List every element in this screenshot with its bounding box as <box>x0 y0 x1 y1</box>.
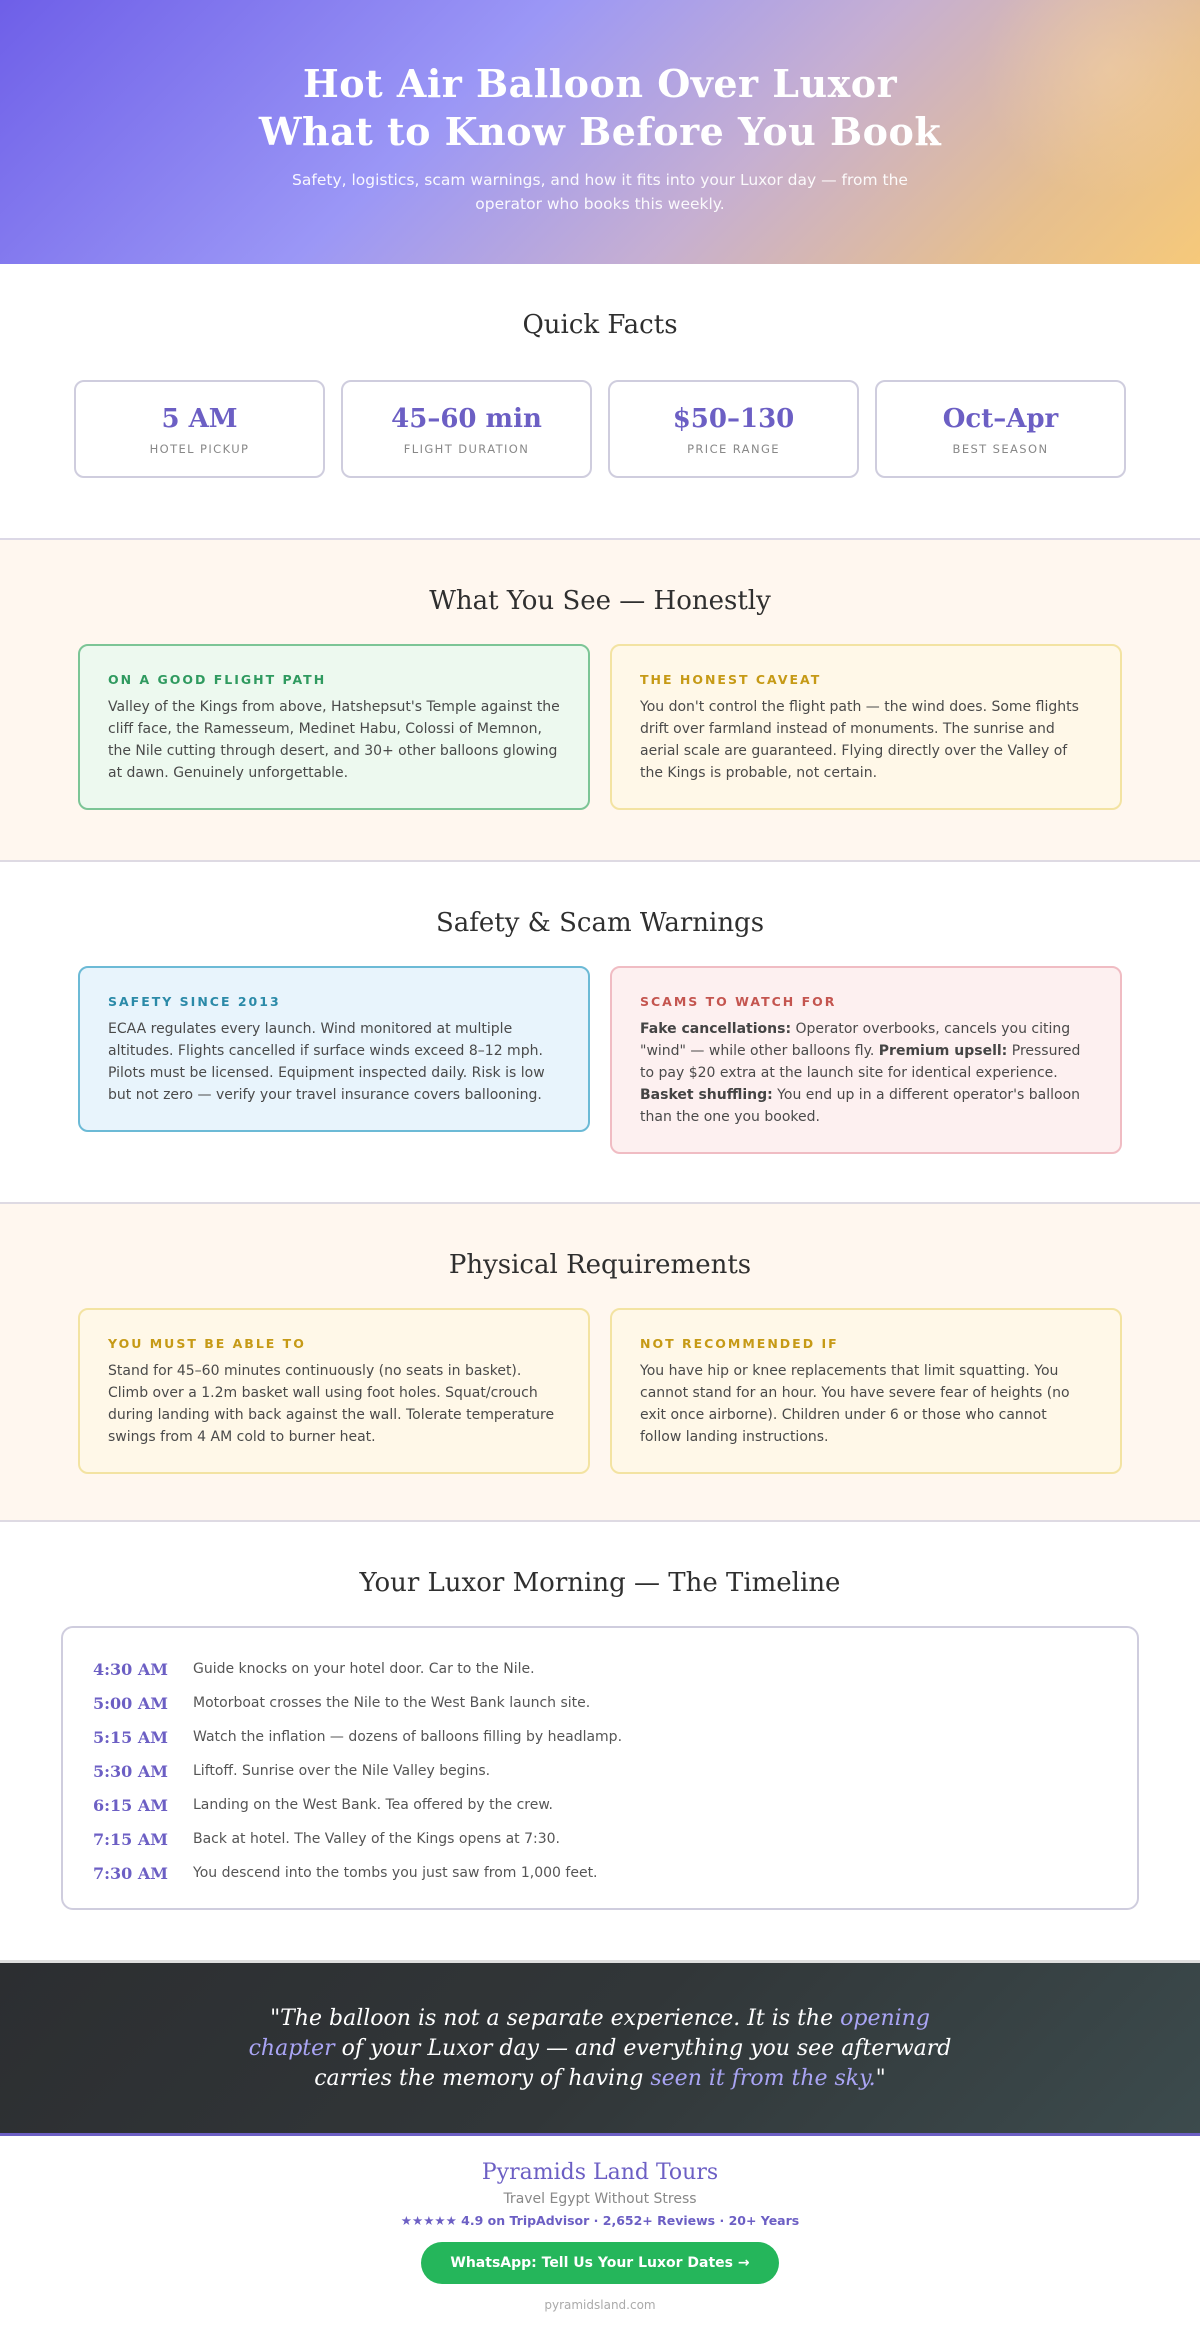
scams-card <box>610 966 1122 1154</box>
physical-title: Physical Requirements <box>448 1250 752 1280</box>
page-title-line2: What to Know Before You Book <box>258 109 942 154</box>
not-recommended-card <box>610 1308 1122 1474</box>
timeline-time: 5:15 AM <box>93 1727 168 1747</box>
card-body: ECAA regulates every launch. Wind monitored at multiple altitudes. Flights cancelled if surface winds exceed 8–12 mph. Pilots must be licensed. Equipment inspected daily. Risk is low but not zero — verify your travel insurance covers ballooning. <box>108 1021 545 1103</box>
timeline-row <box>93 1856 1107 1890</box>
brand-name: Pyramids Land Tours <box>481 2160 719 2185</box>
timeline-desc: Landing on the West Bank. Tea offered by the crew. <box>193 1797 553 1813</box>
scam-label-cancellations: Fake cancellations: <box>640 1021 792 1037</box>
fact-card-season <box>875 380 1126 478</box>
rating-summary: ★★★★★ 4.9 on TripAdvisor · 2,652+ Reviews · 20+ Years <box>400 2213 800 2228</box>
physical-row <box>0 1308 1200 1474</box>
timeline-time: 7:15 AM <box>93 1829 168 1849</box>
what-you-see-row <box>0 644 1200 810</box>
safety-row <box>0 966 1200 1154</box>
page-title <box>0 0 1200 156</box>
scam-label-upsell: Premium upsell: <box>878 1043 1008 1059</box>
timeline-row <box>93 1720 1107 1754</box>
timeline-desc: You descend into the tombs you just saw from 1,000 feet. <box>193 1865 598 1881</box>
fact-label: FLIGHT DURATION <box>403 442 530 456</box>
what-you-see-section <box>0 540 1200 862</box>
quote-highlight: opening chapter <box>248 2006 930 2061</box>
timeline-time: 5:30 AM <box>93 1761 168 1781</box>
timeline-row <box>93 1788 1107 1822</box>
card-kicker: SCAMS TO WATCH FOR <box>640 994 837 1009</box>
fact-card-price <box>608 380 859 478</box>
quote-banner <box>0 1963 1200 2136</box>
timeline-desc: Guide knocks on your hotel door. Car to the Nile. <box>193 1661 535 1677</box>
card-kicker: YOU MUST BE ABLE TO <box>108 1336 306 1351</box>
safety-card <box>78 966 590 1132</box>
timeline-desc: Watch the inflation — dozens of balloons filling by headlamp. <box>193 1729 623 1745</box>
timeline-row <box>93 1652 1107 1686</box>
timeline-list <box>61 1626 1139 1910</box>
page-subtitle: Safety, logistics, scam warnings, and how it fits into your Luxor day — from the operator who books this weekly. <box>292 171 908 213</box>
scam-text: Pressured to pay $20 extra at the launch site for identical experience. <box>640 1043 1081 1081</box>
hero-banner <box>0 0 1200 264</box>
timeline-row <box>93 1754 1107 1788</box>
quote-text: of your Luxor day — and everything you see afterward carries the memory of having <box>314 2036 952 2091</box>
card-body: You don't control the flight path — the wind does. Some flights drift over farmland instead of monuments. The sunrise and aerial scale are guaranteed. Flying directly over the Valley of the Kings is probable, not certain. <box>640 699 1079 781</box>
timeline-row <box>93 1686 1107 1720</box>
timeline-title: Your Luxor Morning — The Timeline <box>359 1568 841 1598</box>
honest-caveat-card <box>610 644 1122 810</box>
what-you-see-title: What You See — Honestly <box>429 586 771 616</box>
scam-text: Operator overbooks, cancels you citing "wind" — while other balloons fly. <box>640 1021 1071 1059</box>
timeline-row <box>93 1822 1107 1856</box>
timeline-desc: Back at hotel. The Valley of the Kings opens at 7:30. <box>193 1831 561 1847</box>
good-flight-path-card <box>78 644 590 810</box>
brand-tagline: Travel Egypt Without Stress <box>503 2191 697 2207</box>
fact-value: 5 AM <box>161 404 238 434</box>
scam-label-shuffling: Basket shuffling: <box>640 1087 773 1103</box>
quick-facts-section <box>0 264 1200 540</box>
quick-facts-row <box>0 380 1200 478</box>
whatsapp-cta-button[interactable]: WhatsApp: Tell Us Your Luxor Dates → <box>421 2242 779 2284</box>
timeline-time: 5:00 AM <box>93 1693 168 1713</box>
quote-text: " <box>875 2066 886 2091</box>
site-domain: pyramidsland.com <box>544 2298 656 2312</box>
timeline-time: 7:30 AM <box>93 1863 168 1883</box>
quote-text: "The balloon is not a separate experience. It is the <box>270 2006 841 2031</box>
pull-quote <box>230 2004 970 2094</box>
card-body <box>640 1018 1092 1128</box>
card-body: Stand for 45–60 minutes continuously (no seats in basket). Climb over a 1.2m basket wall using foot holes. Squat/crouch during landing with back against the wall. Tolerate temperature swings from 4 AM cold to burner heat. <box>108 1363 555 1445</box>
card-body: Valley of the Kings from above, Hatshepsut's Temple against the cliff face, the Ramesseum, Medinet Habu, Colossi of Memnon, the Nile cutting through desert, and 30+ other balloons glowing at dawn. Genuinely unforgettable. <box>108 699 560 781</box>
quick-facts-title: Quick Facts <box>522 310 678 340</box>
timeline-time: 6:15 AM <box>93 1795 168 1815</box>
fact-label: PRICE RANGE <box>687 442 780 456</box>
safety-section <box>0 862 1200 1204</box>
card-body: You have hip or knee replacements that limit squatting. You cannot stand for an hour. You have severe fear of heights (no exit once airborne). Children under 6 or those who cannot follow landing instructions. <box>640 1363 1070 1445</box>
timeline-section <box>0 1522 1200 1963</box>
quote-highlight: seen it from the sky. <box>650 2066 876 2091</box>
card-kicker: SAFETY SINCE 2013 <box>108 994 281 1009</box>
timeline-time: 4:30 AM <box>93 1659 168 1679</box>
fact-value: Oct–Apr <box>942 404 1059 434</box>
fact-card-pickup <box>74 380 325 478</box>
safety-title: Safety & Scam Warnings <box>435 908 765 938</box>
must-be-able-card <box>78 1308 590 1474</box>
fact-label: HOTEL PICKUP <box>149 442 250 456</box>
footer <box>0 2136 1200 2312</box>
card-kicker: THE HONEST CAVEAT <box>640 672 822 687</box>
timeline-desc: Liftoff. Sunrise over the Nile Valley begins. <box>193 1763 491 1779</box>
fact-card-duration <box>341 380 592 478</box>
fact-value: $50–130 <box>672 404 795 434</box>
card-kicker: NOT RECOMMENDED IF <box>640 1336 839 1351</box>
fact-label: BEST SEASON <box>952 442 1049 456</box>
timeline-desc: Motorboat crosses the Nile to the West Bank launch site. <box>193 1695 591 1711</box>
card-kicker: ON A GOOD FLIGHT PATH <box>108 672 327 687</box>
page-title-line1: Hot Air Balloon Over Luxor <box>302 61 898 106</box>
scam-text: You end up in a different operator's balloon than the one you booked. <box>640 1087 1081 1125</box>
fact-value: 45–60 min <box>391 404 542 434</box>
physical-section <box>0 1204 1200 1522</box>
